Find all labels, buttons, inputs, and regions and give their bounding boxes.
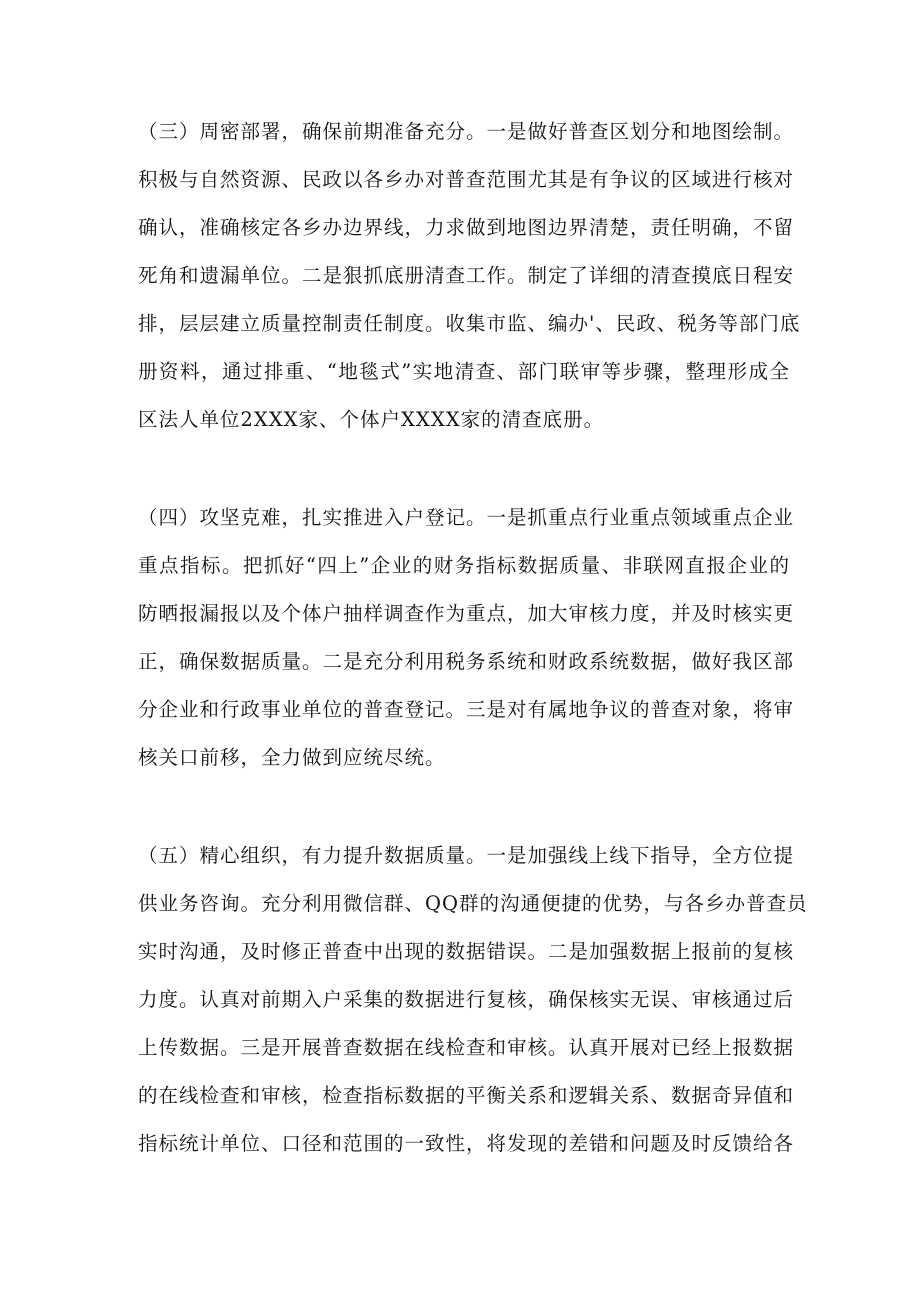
text-line: 防晒报漏报以及个体户抽样调查作为重点，加大审核力度，并及时核实更 [138,602,795,625]
text-line: （三）周密部署，确保前期准备充分。一是做好普查区划分和地图绘制。 [138,120,795,143]
text-line: 区法人单位2XXX家、个体户XXXX家的清查底册。 [138,408,605,431]
text-line: 重点指标。把抓好“四上”企业的财务指标数据质量、非联网直报企业的 [138,554,790,577]
text-line: 供业务咨询。充分利用微信群、QQ群的沟通便捷的优势，与各乡办普查员 [138,892,808,915]
text-line: 指标统计单位、口径和范围的一致性，将发现的差错和问题及时反馈给各 [138,1132,795,1155]
text-line: 积极与自然资源、民政以各乡办对普查范围尤其是有争议的区域进行核对 [138,168,795,191]
text-line: 册资料，通过排重、“地毯式”实地清查、部门联审等步骤，整理形成全 [138,360,790,383]
text-line: 实时沟通，及时修正普查中出现的数据错误。二是加强数据上报前的复核 [138,940,795,963]
text-line: （五）精心组织，有力提升数据质量。一是加强线上线下指导，全方位提 [138,844,795,867]
text-line: 正，确保数据质量。二是充分利用税务系统和财政系统数据，做好我区部 [138,650,795,673]
text-line: 的在线检查和审核，检查指标数据的平衡关系和逻辑关系、数据奇异值和 [138,1084,795,1107]
text-line: 力度。认真对前期入户采集的数据进行复核，确保核实无误、审核通过后 [138,988,795,1011]
paragraph-section-5 [138,832,808,1168]
text-line: 死角和遗漏单位。二是狠抓底册清查工作。制定了详细的清查摸底日程安 [138,264,795,287]
paragraph-section-3 [138,108,801,444]
text-line: 排，层层建立质量控制责任制度。收集市监、编办'、民政、税务等部门底 [138,312,801,335]
text-line: 核关口前移，全力做到应统尽统。 [138,746,446,769]
text-line: （四）攻坚克难，扎实推进入户登记。一是抓重点行业重点领域重点企业 [138,506,795,529]
text-line: 上传数据。三是开展普查数据在线检查和审核。认真开展对已经上报数据 [138,1036,795,1059]
text-line: 分企业和行政事业单位的普查登记。三是对有属地争议的普查对象，将审 [138,698,795,721]
text-line: 确认，准确核定各乡办边界线，力求做到地图边界清楚，责任明确，不留 [138,216,795,239]
paragraph-section-4 [138,494,795,782]
